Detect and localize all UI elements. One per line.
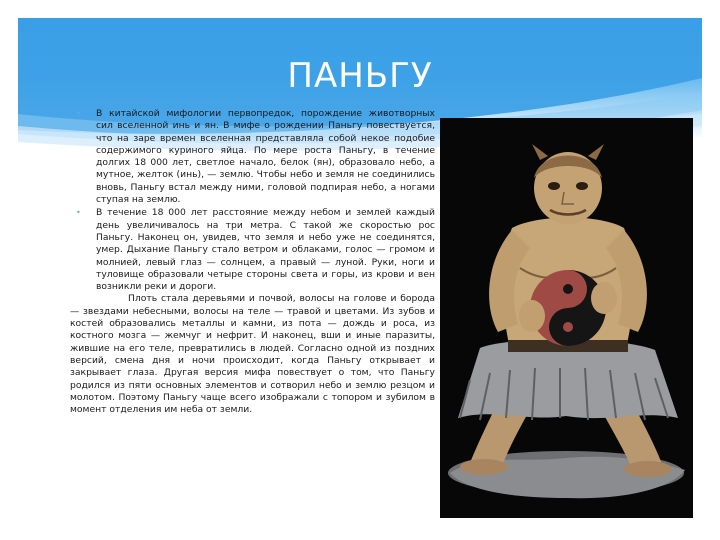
body-text xyxy=(70,108,435,416)
bullet-paragraph-2 xyxy=(70,207,435,293)
bullet-dot-icon: • xyxy=(76,208,81,218)
slide-title: ПАНЬГУ xyxy=(287,56,433,96)
bullet-dot-icon: • xyxy=(76,109,81,118)
bullet-text-1: В китайской мифологии первопредок, порождение животворных сил вселенной инь и ян. В мифе о рождении Паньгу повествуется, что на заре времен вселенная представляла собой некое подобие содержимого куриного яйца. По мере роста Паньгу, в течение долгих 18 000 лет, светлое начало, белок (ян), образовало небо, а мутное, желток (инь), — землю. Чтобы небо и земля не соединились вновь, Паньгу встал между ними, головой подпирая небо, а ногами ступая на землю. xyxy=(96,108,435,206)
pangu-illustration xyxy=(440,118,693,518)
bullet-text-2: В течение 18 000 лет расстояние между небом и землей каждый день увеличивалось на три метра. С такой же скоростью рос Паньгу. Наконец он, увидев, что земля и небо уже не соединятся, умер. Дыхание Паньгу стало ветром и облаками, голос — громом и молнией, левый глаз — солнцем, а правый — луной. Руки, ноги и туловище образовали четыре стороны света и горы, из крови и вен возникли реки и дороги. xyxy=(96,207,435,293)
bullet-paragraph-1 xyxy=(70,108,435,206)
body-paragraph: Плоть стала деревьями и почвой, волосы на голове и борода — звездами небесными, волосы на теле — травой и цветами. Из зубов и костей образовались металлы и камни, из пота — дождь и роса, из костного мозга — жемчуг и нефрит. И наконец, вши и иные паразиты, жившие на его теле, превратились в людей. Согласно одной из поздних версий, смена дня и ночи происходит, когда Паньгу открывает и закрывает глаза. Другая версия мифа повествует о том, что Паньгу родился из пяти основных элементов и сотворил небо и землю резцом и молотом. Поэтому Паньгу чаще всего изображали с топором и зубилом в момент отделения им неба от земли. xyxy=(70,293,435,416)
pangu-figure-image xyxy=(440,118,693,518)
